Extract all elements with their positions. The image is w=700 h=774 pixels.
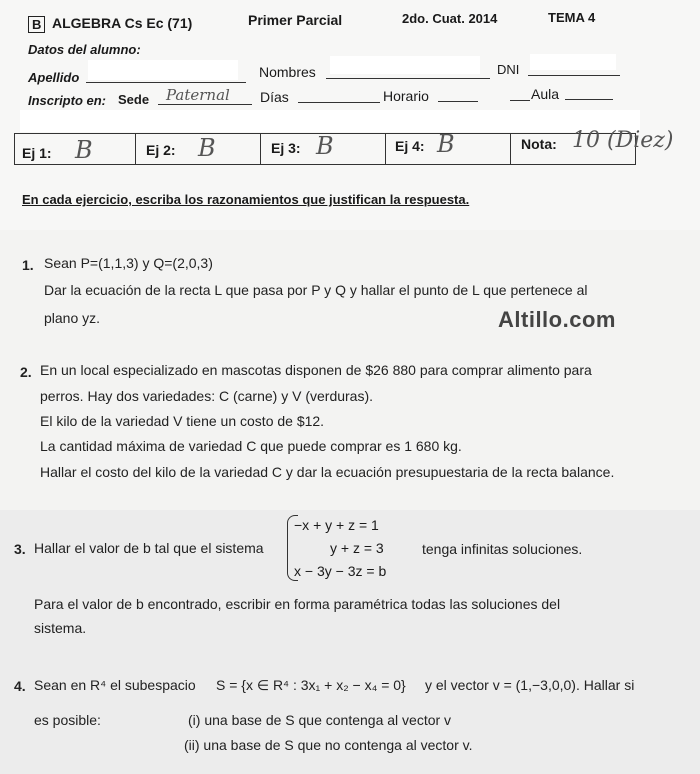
horario-line <box>438 89 478 102</box>
ej2-grade: B <box>198 134 216 162</box>
q3-line2: Para el valor de b encontrado, escribir en forma paramétrica todas las soluciones del <box>34 596 561 612</box>
q4-item1: (i) una base de S que contenga al vector v <box>188 712 452 728</box>
redacted-area <box>20 110 640 132</box>
q1-line1: Sean P=(1,1,3) y Q=(2,0,3) <box>44 255 213 271</box>
ej4-grade: B <box>437 130 455 158</box>
q3-line3: sistema. <box>34 620 87 636</box>
horario-label: Horario <box>383 88 429 104</box>
dni-label: DNI <box>497 62 520 77</box>
exam-period: 2do. Cuat. 2014 <box>402 11 498 26</box>
q2-line4: La cantidad máxima de variedad C que puede comprar es 1 680 kg. <box>40 438 462 454</box>
redacted-nombres <box>330 56 480 74</box>
dias-label: Días <box>260 89 289 105</box>
ej3-grade: B <box>316 132 334 160</box>
redacted-apellido <box>88 60 238 80</box>
q1-number: 1. <box>22 257 34 273</box>
ej3-label: Ej 3: <box>271 140 301 156</box>
q2-number: 2. <box>20 364 32 380</box>
altillo-watermark: Altillo.com <box>498 307 616 332</box>
q2-line1: En un local especializado en mascotas disponen de $26 880 para comprar alimento para <box>40 362 592 378</box>
aula-pre-line <box>510 88 530 101</box>
nota-label: Nota: <box>521 136 557 152</box>
q3-tail: tenga infinitas soluciones. <box>422 541 583 557</box>
q3-number: 3. <box>14 541 26 557</box>
q2-line2: perros. Hay dos variedades: C (carne) y V (verduras). <box>40 388 374 404</box>
nombres-label: Nombres <box>259 64 316 80</box>
q4-item2: (ii) una base de S que no contenga al vector v. <box>184 737 473 753</box>
ej2-label: Ej 2: <box>146 142 176 158</box>
q4-set: S = {x ∈ R⁴ : 3x₁ + x₂ − x₄ = 0} <box>216 677 406 693</box>
q3-equation-2: y + z = 3 <box>330 540 384 556</box>
q2-line3: El kilo de la variedad V tiene un costo de $12. <box>40 413 325 429</box>
apellido-label: Apellido <box>28 70 80 85</box>
nota-grade: 10 (Diez) <box>572 128 674 153</box>
inscripto-label: Inscripto en: <box>28 93 107 108</box>
redacted-dni <box>530 54 616 70</box>
ej4-label: Ej 4: <box>395 138 425 154</box>
tema-letter-box: B <box>28 16 45 33</box>
q4-tail: y el vector v = (1,−3,0,0). Hallar si <box>425 677 635 693</box>
q3-lead: Hallar el valor de b tal que el sistema <box>34 540 264 556</box>
q1-line3: plano yz. <box>44 310 101 326</box>
aula-line <box>565 87 613 100</box>
q4-number: 4. <box>14 678 26 694</box>
q1-line2: Dar la ecuación de la recta L que pasa por P y Q y hallar el punto de L que pertenece al <box>44 282 588 298</box>
q3-equation-1: −x + y + z = 1 <box>294 517 379 533</box>
ej1-label: Ej 1: <box>22 145 52 161</box>
instruction-text: En cada ejercicio, escriba los razonamientos que justifican la respuesta. <box>22 192 470 207</box>
sede-label: Sede <box>118 92 150 107</box>
q3-equation-3: x − 3y − 3z = b <box>294 563 387 579</box>
course-title: ALGEBRA Cs Ec (71) <box>52 15 193 31</box>
tema-label: TEMA 4 <box>548 10 596 25</box>
q4-line2: es posible: <box>34 712 101 728</box>
ej1-grade: B <box>75 136 93 164</box>
dias-line <box>298 90 380 103</box>
student-data-heading: Datos del alumno: <box>28 42 141 57</box>
q2-line5: Hallar el costo del kilo de la variedad C y dar la ecuación presupuestaria de la recta balance. <box>40 464 615 480</box>
aula-label: Aula <box>531 86 560 102</box>
sede-handwritten: Paternal <box>166 86 230 104</box>
exam-title: Primer Parcial <box>248 12 343 28</box>
q4-lead: Sean en R⁴ el subespacio <box>34 677 196 693</box>
